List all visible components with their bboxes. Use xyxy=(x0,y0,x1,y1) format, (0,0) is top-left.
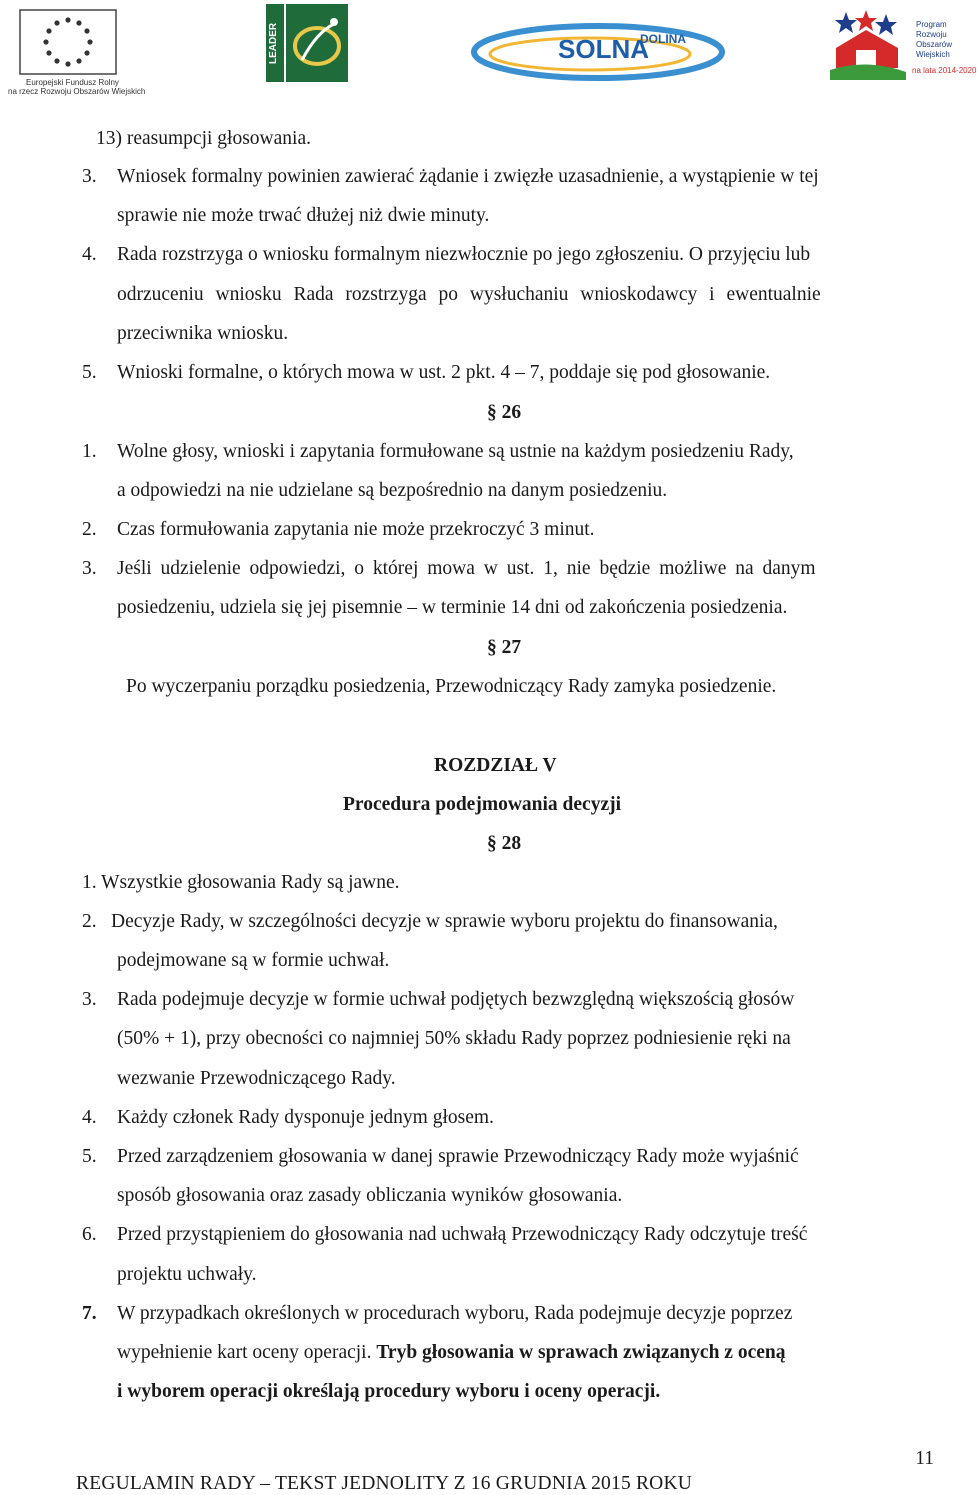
solna-text: SOLNA xyxy=(558,34,649,64)
para-28-3-number: 3. xyxy=(82,989,97,1010)
para-4-line-3: przeciwnika wniosku. xyxy=(117,323,289,344)
para-28-7-line-2-plain: wypełnienie kart oceny operacji. xyxy=(117,1342,372,1363)
para-28-2-number: 2. xyxy=(82,911,97,932)
para-28-6-line-1: Przed przystąpieniem do głosowania nad uchwałą Przewodniczący Rady odczytuje treść xyxy=(117,1224,808,1245)
item-13-text: 13) reasumpcji głosowania. xyxy=(96,128,311,149)
para-26-2-line-1: Czas formułowania zapytania nie może przekroczyć 3 minut. xyxy=(117,519,595,540)
para-28-5-number: 5. xyxy=(82,1146,97,1167)
prow-text-4: Wiejskich xyxy=(916,50,950,59)
para-28-3-line-1: Rada podejmuje decyzje w formie uchwał podjętych bezwzględną większością głosów xyxy=(117,989,795,1010)
prow-text-2: Rozwoju xyxy=(916,30,947,39)
para-28-4-line-1: Każdy członek Rady dysponuje jednym głosem. xyxy=(117,1107,494,1128)
para-4-line-2: odrzuceniu wniosku Rada rozstrzyga po wysłuchaniu wnioskodawcy i ewentualnie xyxy=(117,284,821,305)
para-28-7-line-3: i wyborem operacji określają procedury wyboru i oceny operacji. xyxy=(117,1381,661,1402)
section-28-heading: § 28 xyxy=(487,833,522,854)
para-5-number: 5. xyxy=(82,362,97,383)
solna-dolina-logo xyxy=(470,18,726,82)
para-28-1: 1. Wszystkie głosowania Rady są jawne. xyxy=(82,872,400,893)
page-number: 11 xyxy=(915,1448,934,1469)
para-26-1-line-2: a odpowiedzi na nie udzielane są bezpośrednio na danym posiedzeniu. xyxy=(117,480,668,501)
para-28-6-line-2: projektu uchwały. xyxy=(117,1264,257,1285)
eu-flag-logo xyxy=(8,8,146,96)
para-26-3-number: 3. xyxy=(82,558,97,579)
prow-text-3: Obszarów xyxy=(916,40,953,49)
para-26-2-number: 2. xyxy=(82,519,97,540)
eu-caption-2: na rzecz Rozwoju Obszarów Wiejskich xyxy=(8,87,146,96)
para-28-3-line-3: wezwanie Przewodniczącego Rady. xyxy=(117,1068,396,1089)
prow-logo xyxy=(826,8,977,84)
leader-logo xyxy=(262,2,352,84)
para-4-number: 4. xyxy=(82,244,97,265)
footer-text: REGULAMIN RADY – TEKST JEDNOLITY Z 16 GRUDNIA 2015 ROKU xyxy=(76,1473,693,1494)
para-26-3-line-2: posiedzeniu, udziela się jej pisemnie – w terminie 14 dni od zakończenia posiedzenia. xyxy=(117,597,788,618)
para-28-7-line-1: W przypadkach określonych w procedurach wyboru, Rada podejmuje decyzje poprzez xyxy=(117,1303,793,1324)
prow-text-1: Program xyxy=(916,20,947,29)
para-3-number: 3. xyxy=(82,166,97,187)
eu-caption-1: Europejski Fundusz Rolny xyxy=(26,78,119,87)
para-26-1-line-1: Wolne głosy, wnioski i zapytania formułowane są ustnie na każdym posiedzeniu Rady, xyxy=(117,441,794,462)
para-28-5-line-1: Przed zarządzeniem głosowania w danej sprawie Przewodniczący Rady może wyjaśnić xyxy=(117,1146,799,1167)
para-28-3-line-2: (50% + 1), przy obecności co najmniej 50% składu Rady poprzez podniesienie ręki na xyxy=(117,1028,791,1049)
para-28-2-line-2: podejmowane są w formie uchwał. xyxy=(117,950,390,971)
para-26-1-number: 1. xyxy=(82,441,97,462)
section-27-text: Po wyczerpaniu porządku posiedzenia, Przewodniczący Rady zamyka posiedzenie. xyxy=(126,676,777,697)
para-28-7-line-2-bold: Tryb głosowania w sprawach związanych z oceną xyxy=(376,1342,786,1363)
chapter-heading: ROZDZIAŁ V xyxy=(434,755,557,776)
section-26-heading: § 26 xyxy=(487,402,522,423)
solna-text-2: DOLINA xyxy=(640,32,686,46)
chapter-title: Procedura podejmowania decyzji xyxy=(343,794,622,815)
leader-text: LEADER xyxy=(268,22,279,64)
para-28-7-line-2 xyxy=(117,1342,786,1364)
para-3-line-1: Wniosek formalny powinien zawierać żądanie i zwięzłe uzasadnienie, a wystąpienie w tej xyxy=(117,166,819,187)
para-28-5-line-2: sposób głosowania oraz zasady obliczania wyników głosowania. xyxy=(117,1185,623,1206)
para-5-line-1: Wnioski formalne, o których mowa w ust. 2 pkt. 4 – 7, poddaje się pod głosowanie. xyxy=(117,362,771,383)
para-28-2-line-1: Decyzje Rady, w szczególności decyzje w sprawie wyboru projektu do finansowania, xyxy=(111,911,778,932)
section-27-heading: § 27 xyxy=(487,637,522,658)
para-28-6-number: 6. xyxy=(82,1224,97,1245)
prow-text-5: na lata 2014-2020 xyxy=(912,66,977,75)
para-28-4-number: 4. xyxy=(82,1107,97,1128)
para-4-line-1: Rada rozstrzyga o wniosku formalnym niezwłocznie po jego zgłoszeniu. O przyjęciu lub xyxy=(117,244,811,265)
para-3-line-2: sprawie nie może trwać dłużej niż dwie minuty. xyxy=(117,205,490,226)
para-28-7-number: 7. xyxy=(82,1303,97,1324)
header-logos xyxy=(0,0,977,100)
para-26-3-line-1: Jeśli udzielenie odpowiedzi, o której mowa w ust. 1, nie będzie możliwe na danym xyxy=(117,558,816,579)
